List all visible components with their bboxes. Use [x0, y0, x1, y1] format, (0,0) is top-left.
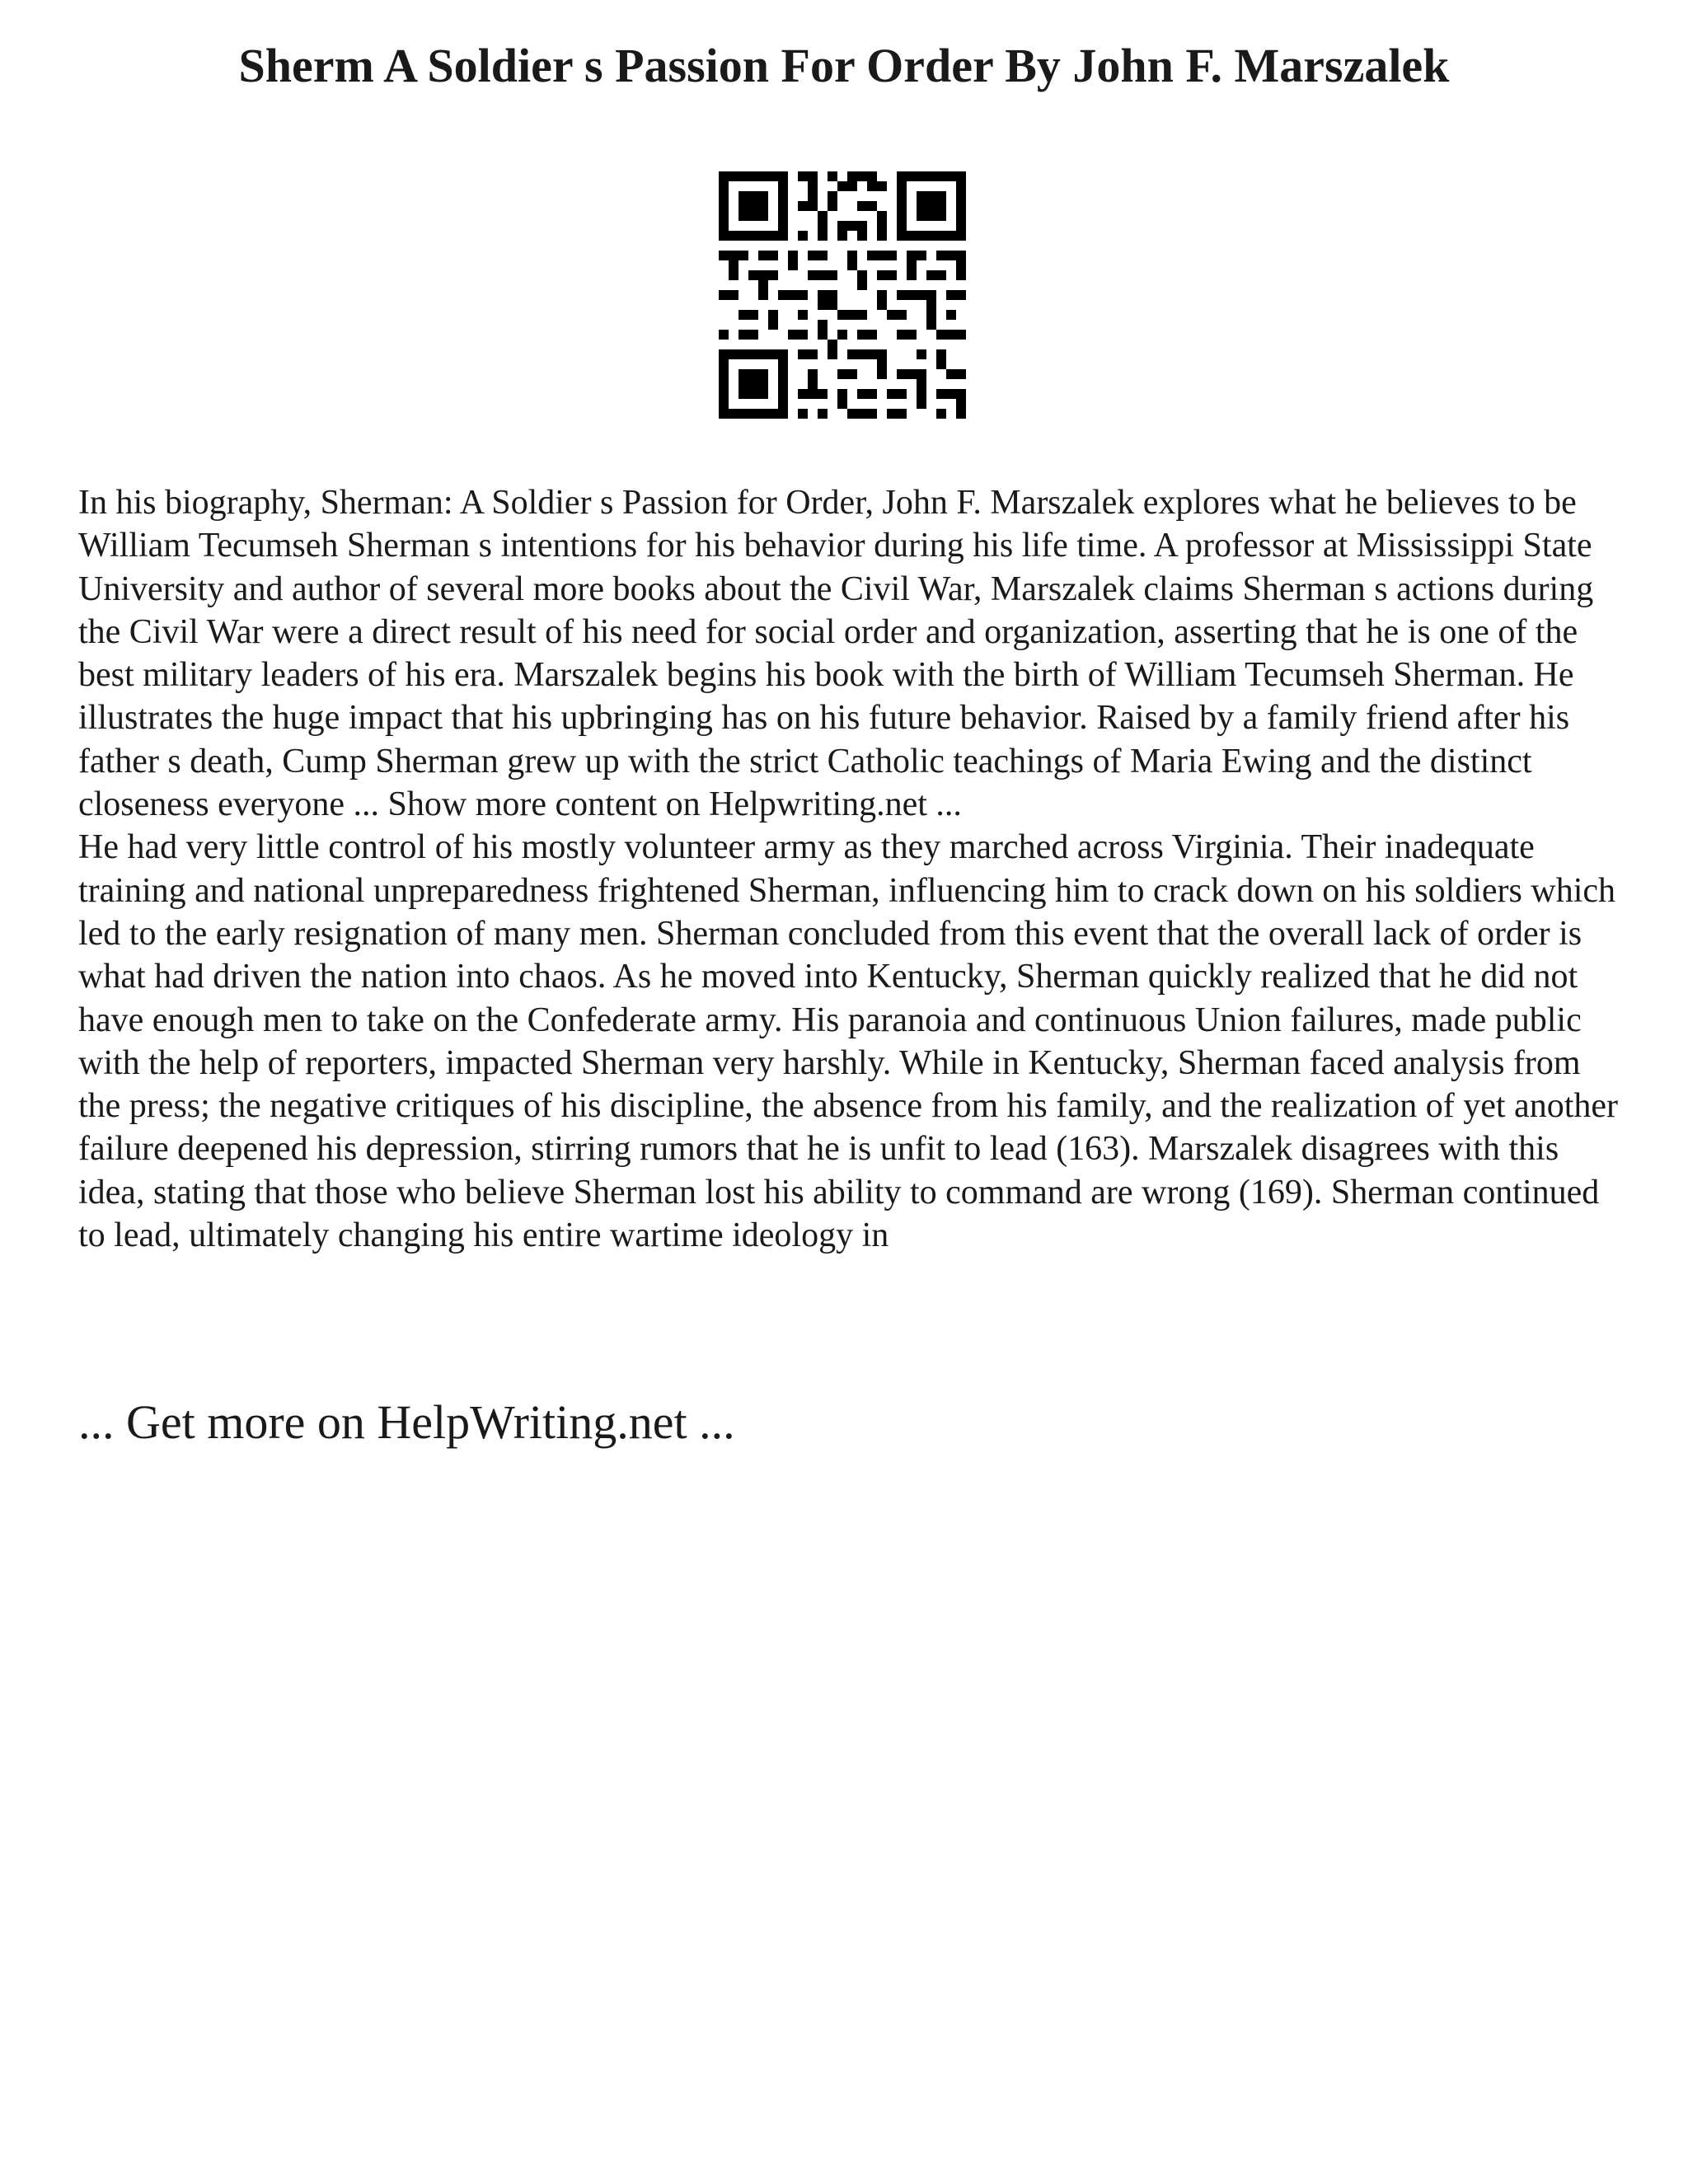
qr-code-icon — [719, 171, 966, 419]
get-more-link[interactable]: ... Get more on HelpWriting.net ... — [78, 1395, 735, 1449]
paragraph: He had very little control of his mostly volunteer army as they marched across Virginia. Their inadequate training and national unpreparedness frightened Sherman, influencing him to crack down on his soldiers which led to the early resignation of many men. Sherman concluded from this event that the overall lack of order is what had driven the nation into chaos. As he moved into Kentucky, Sherman quickly realized that he did not have enough men to take on the Confederate army. His paranoia and continuous Union failures, made public with the help of reporters, impacted Sherman very harshly. While in Kentucky, Sherman faced analysis from the press; the negative critiques of his discipline, the absence from his family, and the realization of yet another failure deepened his depression, stirring rumors that he is unfit to lead (163). Marszalek disagrees with this idea, stating that those who believe Sherman lost his ability to command are wrong (169). Sherman continued to lead, ultimately changing his entire wartime ideology in — [78, 828, 1618, 1255]
page-title: Sherm A Soldier s Passion For Order By John F. Marszalek — [238, 39, 1450, 92]
article-body — [78, 481, 1620, 1257]
paragraph: In his biography, Sherman: A Soldier s Passion for Order, John F. Marszalek explores what he believes to be William Tecumseh Sherman s intentions for his behavior during his life time. A professor at Mississippi State University and author of several more books about the Civil War, Marszalek claims Sherman s actions during the Civil War were a direct result of his need for social order and organization, asserting that he is one of the best military leaders of his era. Marszalek begins his book with the birth of William Tecumseh Sherman. He illustrates the huge impact that his upbringing has on his future behavior. Raised by a family friend after his father s death, Cump Sherman grew up with the strict Catholic teachings of Maria Ewing and the distinct closeness everyone ... Show more content on Helpwriting.net ... — [78, 484, 1594, 824]
